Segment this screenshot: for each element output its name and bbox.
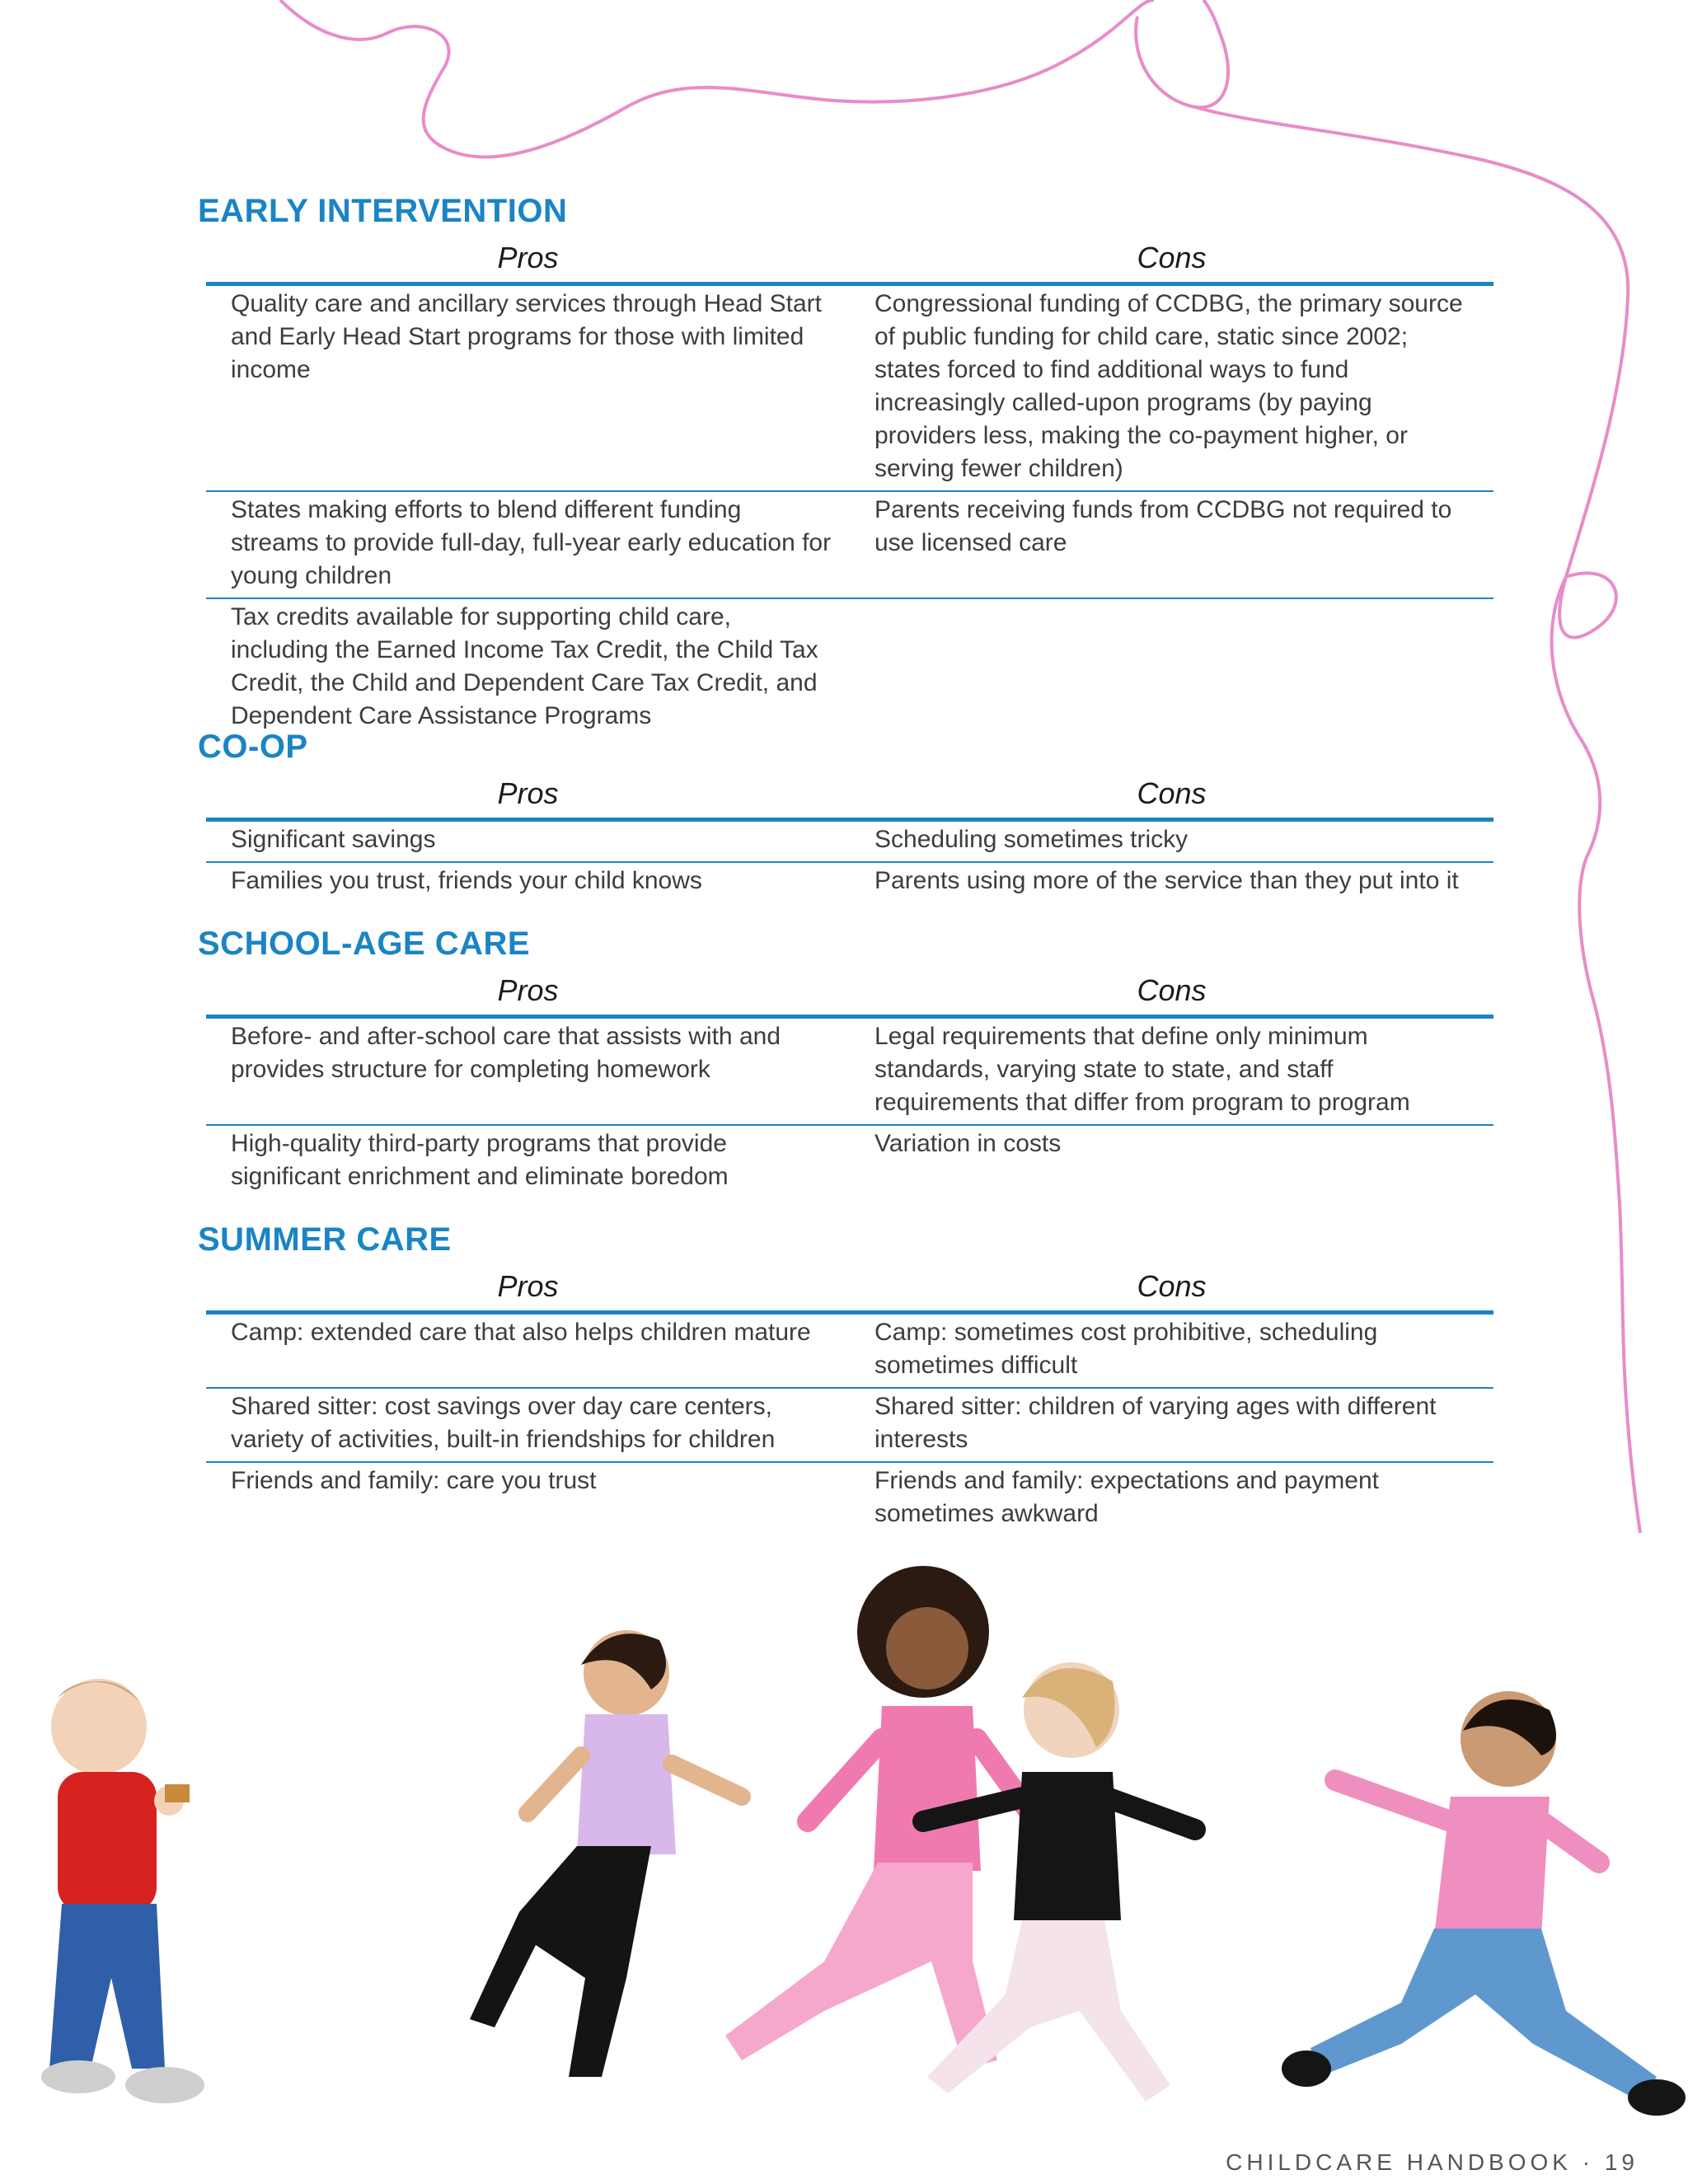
pros-header: Pros — [497, 973, 559, 1007]
con-cell: Friends and family: expectations and payment sometimes awkward — [874, 1467, 1379, 1527]
table-row — [206, 1315, 1493, 1389]
cons-header: Cons — [1137, 776, 1207, 810]
pro-cell: Families you trust, friends your child knows — [231, 867, 702, 894]
table-row — [206, 286, 1493, 492]
table-row — [206, 492, 1493, 599]
girl-lavender-figure — [470, 1630, 742, 2077]
table-header — [206, 234, 1493, 286]
table-row — [206, 1389, 1493, 1463]
pro-cell: High-quality third-party programs that provide significant enrichment and eliminate boredom — [231, 1130, 729, 1190]
pros-cons-table — [206, 967, 1493, 1198]
con-cell: Parents receiving funds from CCDBG not required to use licensed care — [874, 496, 1452, 556]
section-early-intervention — [198, 188, 1493, 738]
pros-header: Pros — [497, 776, 559, 810]
toddler-figure — [41, 1679, 204, 2103]
pros-cons-table — [206, 770, 1493, 902]
table-row — [206, 1019, 1493, 1126]
table-header — [206, 770, 1493, 822]
section-title: SCHOOL-AGE CARE — [198, 926, 531, 962]
pro-cell: Significant savings — [231, 826, 436, 853]
pro-cell: States making efforts to blend different funding streams to provide full-day, full-year early education for young children — [231, 496, 832, 589]
running-children-photo — [0, 1549, 1688, 2184]
con-cell: Parents using more of the service than they put into it — [874, 867, 1459, 894]
table-header — [206, 1263, 1493, 1315]
pro-cell: Tax credits available for supporting child care, including the Earned Income Tax Credit, the Child Tax Credit, the Child and Dependent Care Tax Credit, and Dependent Care Assistance Programs — [231, 603, 818, 729]
table-row — [206, 822, 1493, 863]
table-row — [206, 863, 1493, 902]
pro-cell: Friends and family: care you trust — [231, 1467, 597, 1494]
table-header — [206, 967, 1493, 1019]
con-cell: Congressional funding of CCDBG, the primary source of public funding for child care, static since 2002; states forced to find additional ways to fund increasingly called-upon programs (by paying providers less, making the co-payment higher, or serving fewer children) — [874, 290, 1463, 482]
pro-cell: Quality care and ancillary services through Head Start and Early Head Start programs for those with limited income — [231, 290, 823, 383]
pros-header: Pros — [497, 241, 559, 274]
pro-cell: Shared sitter: cost savings over day care centers, variety of activities, built-in friendships for children — [231, 1393, 776, 1453]
table-row — [206, 1126, 1493, 1198]
pros-header: Pros — [497, 1269, 559, 1303]
con-cell: Variation in costs — [874, 1130, 1062, 1157]
con-cell: Legal requirements that define only minimum standards, varying state to state, and staff requirements that differ from program to program — [874, 1023, 1410, 1116]
section-title: CO-OP — [198, 729, 308, 765]
pros-cons-table — [206, 1263, 1493, 1535]
section-co-op — [198, 724, 1493, 902]
con-cell: Camp: sometimes cost prohibitive, scheduling sometimes difficult — [874, 1319, 1378, 1379]
pro-cell: Before- and after-school care that assists with and provides structure for completing homework — [231, 1023, 781, 1083]
table-row — [206, 1463, 1493, 1535]
page-footer: CHILDCARE HANDBOOK · 19 — [1226, 2149, 1639, 2175]
pro-cell: Camp: extended care that also helps children mature — [231, 1319, 811, 1346]
section-title: EARLY INTERVENTION — [198, 193, 568, 229]
girl-jeans-figure — [1282, 1691, 1686, 2116]
table-row — [206, 599, 1493, 738]
section-title: SUMMER CARE — [198, 1221, 452, 1258]
section-school-age-care — [198, 921, 1493, 1198]
cons-header: Cons — [1137, 241, 1207, 274]
con-cell: Scheduling sometimes tricky — [874, 826, 1189, 853]
section-summer-care — [198, 1216, 1493, 1535]
cons-header: Cons — [1137, 1269, 1207, 1303]
pros-cons-table — [206, 234, 1493, 738]
con-cell: Shared sitter: children of varying ages with different interests — [874, 1393, 1437, 1453]
cons-header: Cons — [1137, 973, 1207, 1007]
con-cell — [850, 599, 1493, 738]
